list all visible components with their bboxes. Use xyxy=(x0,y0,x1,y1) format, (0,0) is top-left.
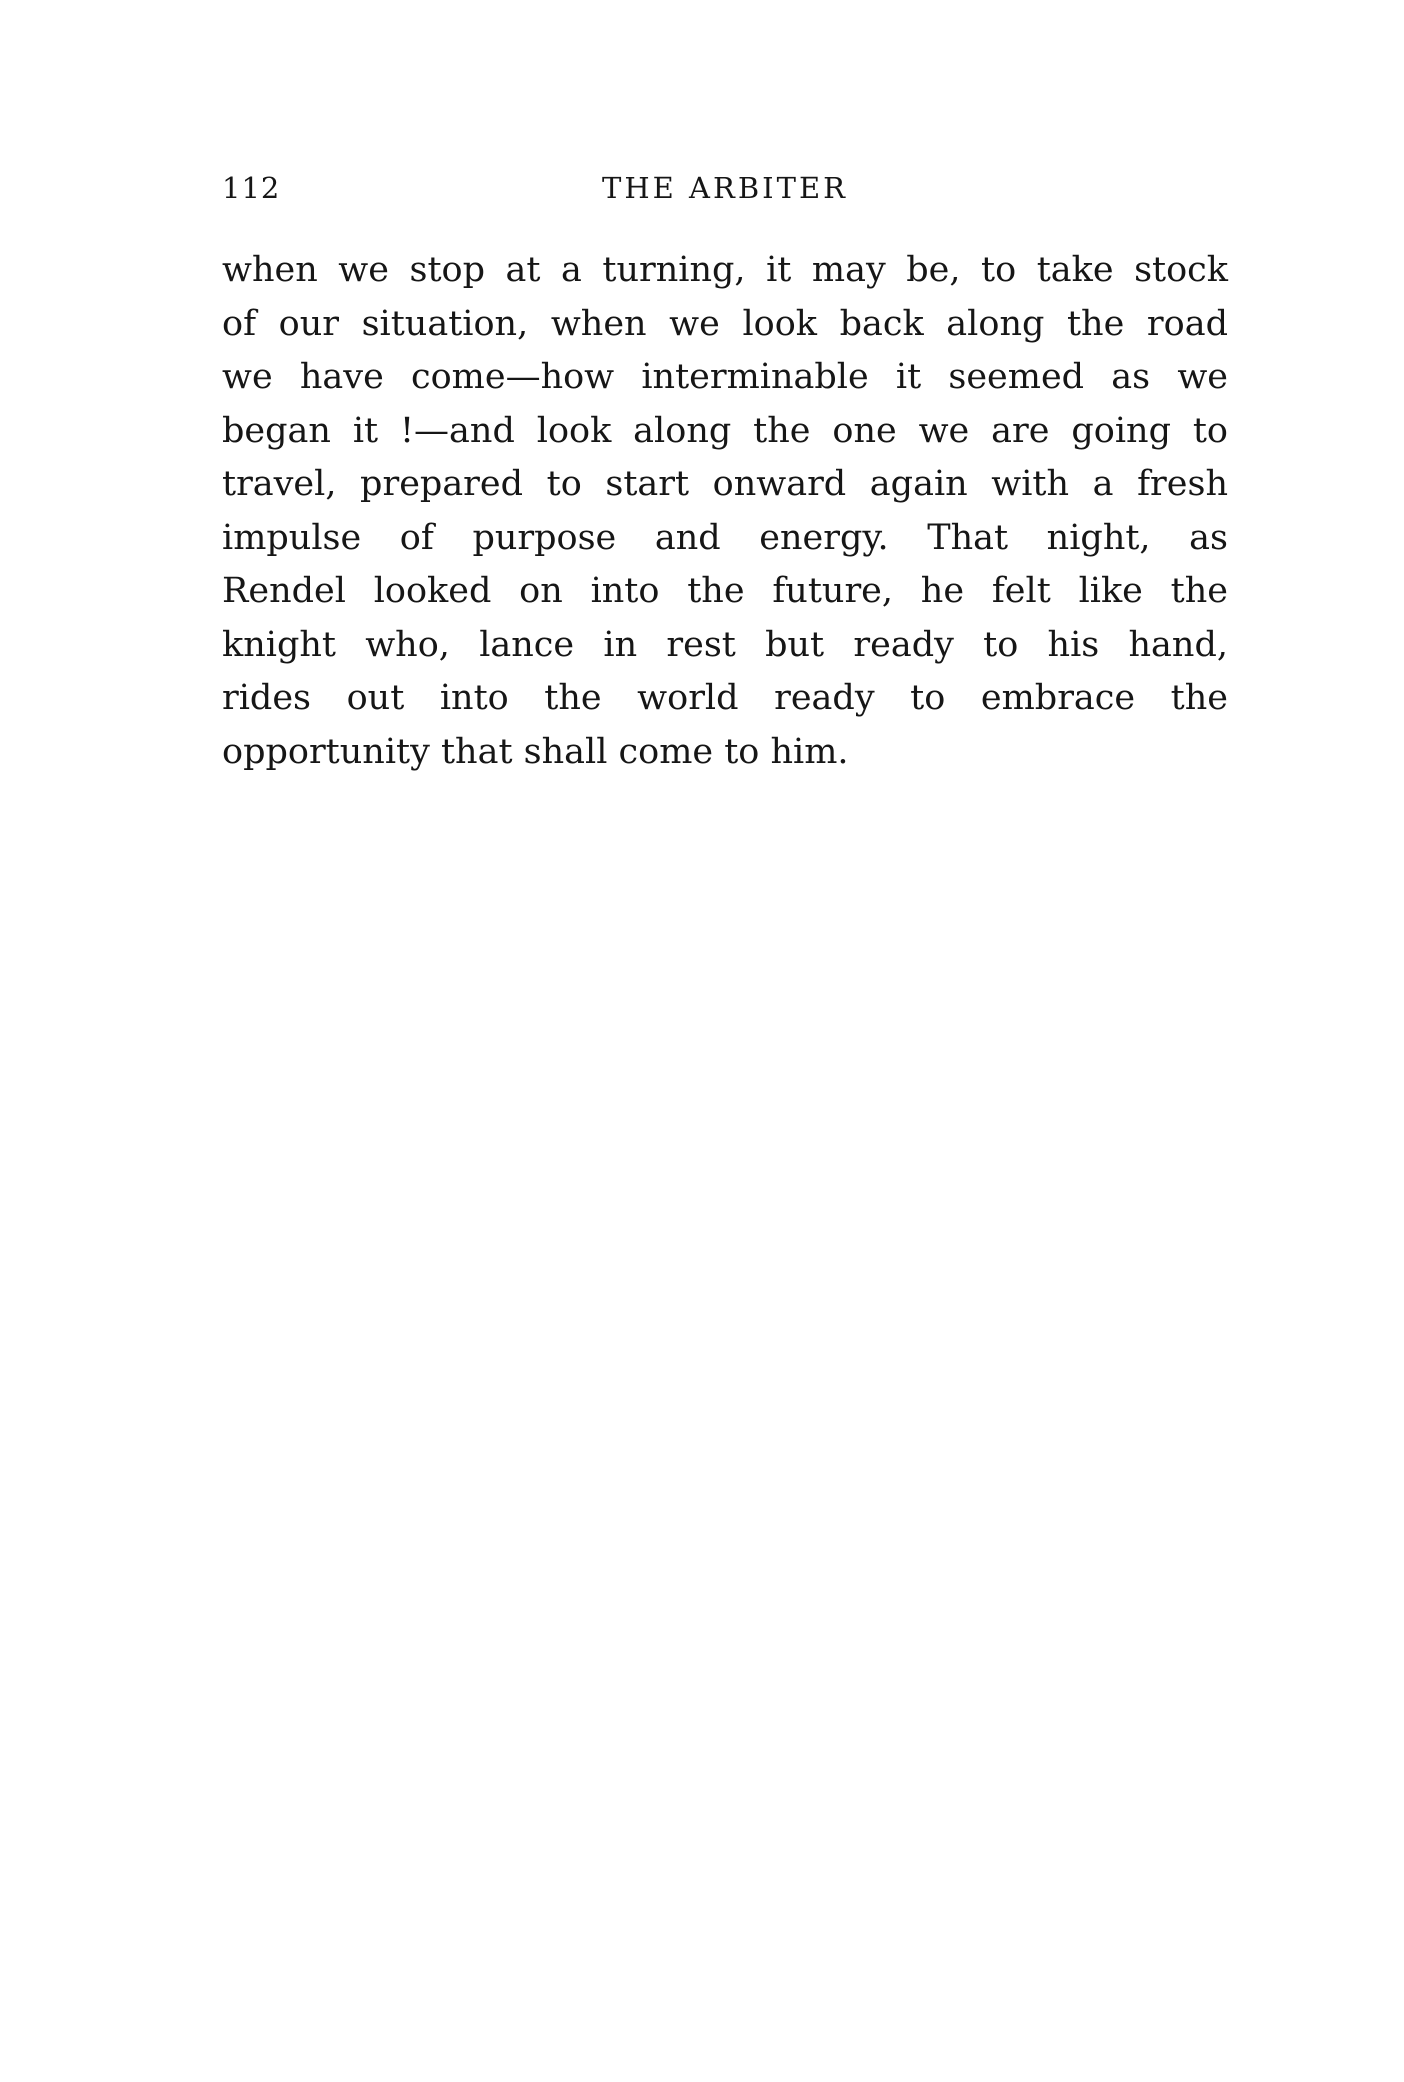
page-number: 112 xyxy=(222,171,281,205)
text-line: we have come—how interminable it seemed as we xyxy=(222,357,1228,397)
text-line-last: opportunity that shall come to him. xyxy=(222,731,849,772)
text-line: when we stop at a turning, it may be, to take stock xyxy=(222,250,1228,290)
text-line: travel, prepared to start onward again with a fresh xyxy=(222,464,1228,504)
text-line: rides out into the world ready to embrace the xyxy=(222,678,1228,718)
text-line: impulse of purpose and energy. That night, as xyxy=(222,517,1228,558)
text-line: of our situation, when we look back along the road xyxy=(222,303,1228,344)
text-line: Rendel looked on into the future, he felt like the xyxy=(222,571,1228,611)
text-line: knight who, lance in rest but ready to his hand, xyxy=(222,624,1228,665)
text-line: began it !—and look along the one we are going to xyxy=(222,410,1228,451)
running-head xyxy=(222,166,1228,210)
running-title: THE ARBITER xyxy=(602,171,848,205)
body-paragraph xyxy=(222,244,1228,779)
